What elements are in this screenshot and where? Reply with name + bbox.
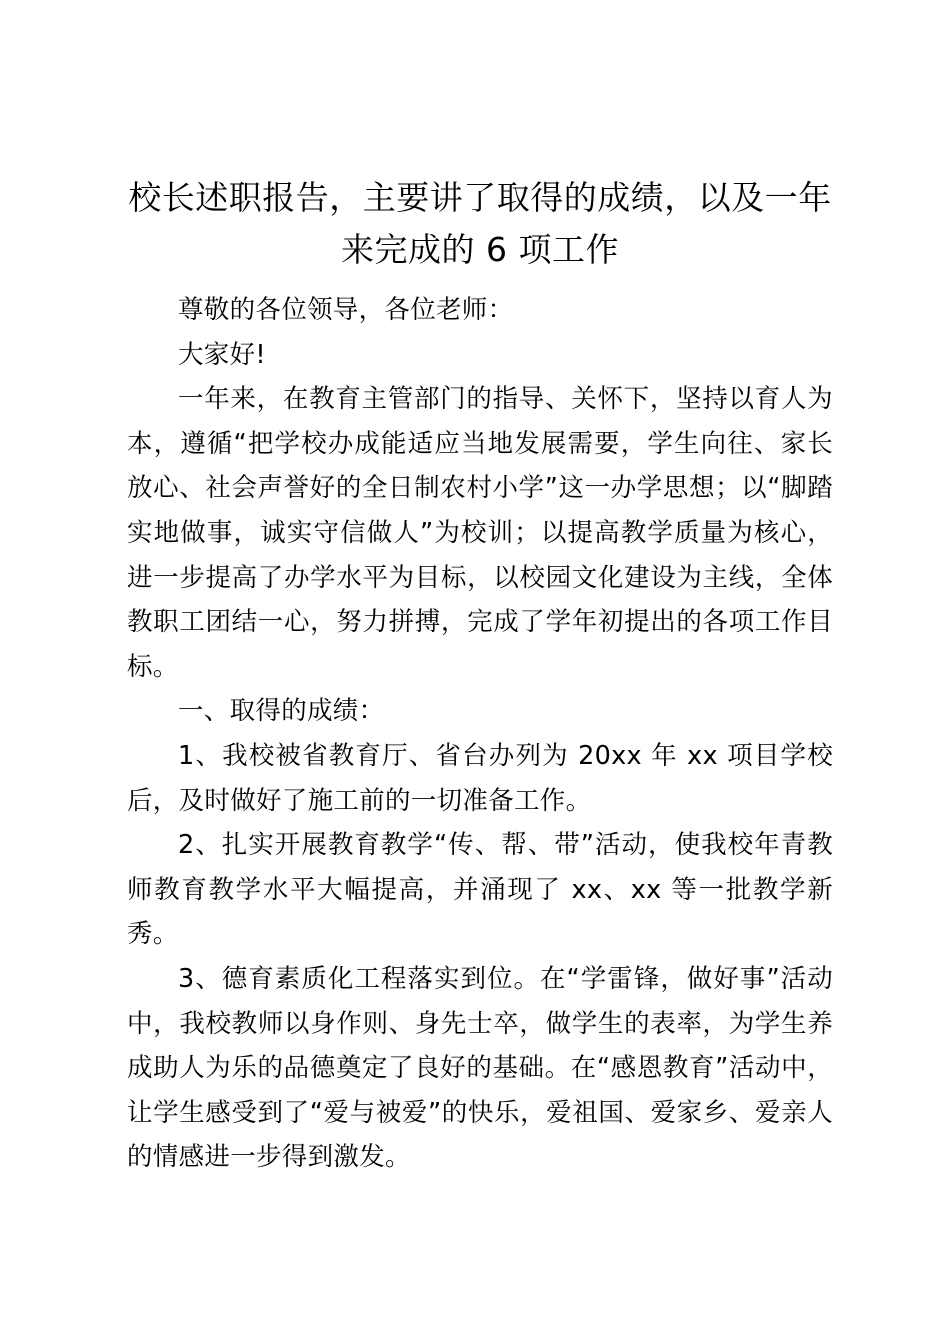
section-heading-achievements: 一、取得的成绩： <box>178 696 385 727</box>
salutation: 尊敬的各位领导，各位老师： <box>178 295 514 325</box>
greeting: 大家好! <box>178 339 266 370</box>
document-title: 校长述职报告，主要讲了取得的成绩，以及一年来完成的 6 项工作 <box>128 178 832 269</box>
intro-paragraph: 一年来，在教育主管部门的指导、关怀下，坚持以育人为本，遵循“把学校办成能适应当地发展需要，学生向往、家长放心、社会声誉好的全日制农村小学”这一办学思想；以“脚踏实地做事，诚实守信做人”为校训；以提高教学质量为核心，进一步提高了办学水平为目标，以校园文化建设为主线，全体教职工团结一心，努力拼搏，完成了学年初提出的各项工作目标。 <box>127 384 833 682</box>
document-body <box>127 172 833 1180</box>
achievement-item-3: 3、德育素质化工程落实到位。在“学雷锋，做好事”活动中，我校教师以身作则、身先士卒，做学生的表率，为学生养成助人为乐的品德奠定了良好的基础。在“感恩教育”活动中，让学生感受到了“爱与被爱”的快乐，爱祖国、爱家乡、爱亲人的情感进一步得到激发。 <box>127 963 833 1173</box>
achievement-item-1: 1、我校被省教育厅、省台办列为 20xx 年 xx 项目学校后，及时做好了施工前的一切准备工作。 <box>127 740 833 816</box>
achievement-item-2: 2、扎实开展教育教学“传、帮、带”活动，使我校年青教师教育教学水平大幅提高，并涌现了 xx、xx 等一批教学新秀。 <box>127 830 833 950</box>
